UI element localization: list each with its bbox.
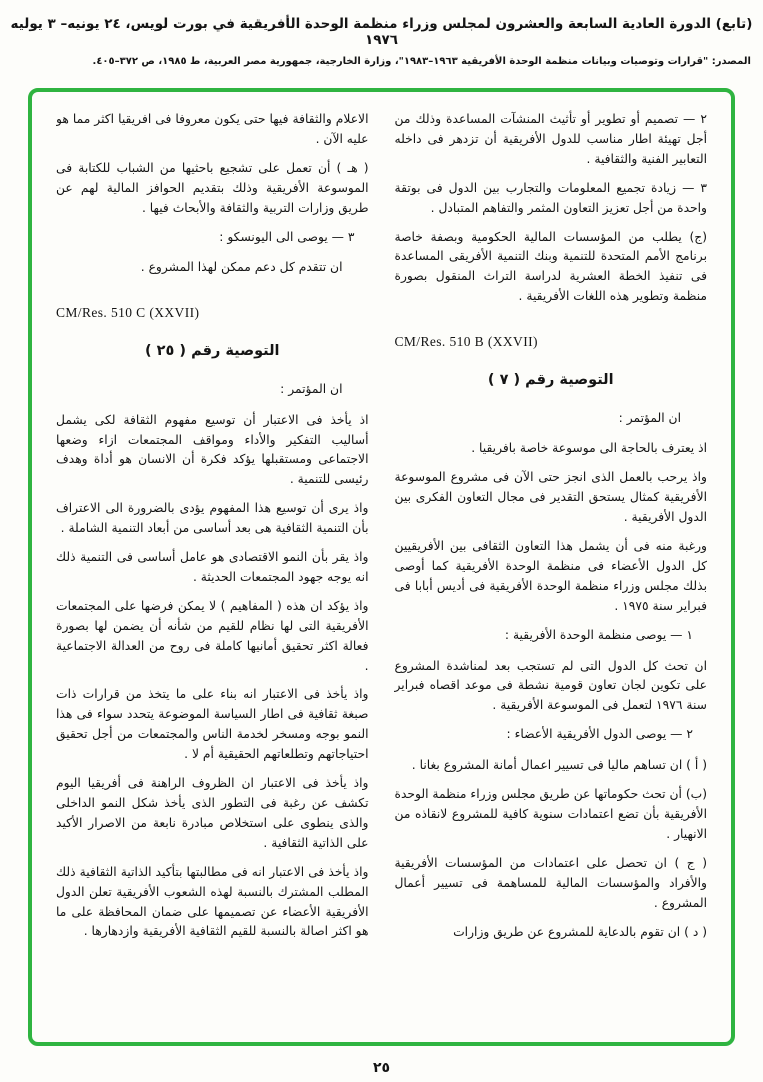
paragraph: ( د ) ان تقوم بالدعاية للمشروع عن طريق وزارات: [453, 924, 707, 939]
paragraph: اذ يعترف بالحاجة الى موسوعة خاصة بافريقيا .: [471, 441, 707, 456]
paragraph: ان تحث كل الدول التى لم تستجب بعد لمناشدة المشروع على تكوين لجان تعاون قومية نشطة فى موعد اقصاه فبراير سنة ١٩٧٦ لتعمل فى الموسوعة الأفريقية .: [394, 658, 707, 713]
numbered-item-heading: ٢ — يوصى الدول الأفريقية الأعضاء :: [506, 727, 693, 742]
left-column: [56, 110, 369, 1030]
two-column-body: [56, 110, 707, 1030]
paragraph: اذ يأخذ فى الاعتبار أن توسيع مفهوم الثقافة لكى يشمل أساليب التفكير والأداء ومواقف المجتمعات ازاء وضعها الاجتماعى ومستقبلها يؤكد فكرة أن الانسان هو أداة وهدف رئيسى للتنمية .: [56, 412, 369, 487]
paragraph: واذ يرحب بالعمل الذى انجز حتى الآن فى مشروع الموسوعة الأفريقية كمثال يستحق التقدير فى مجال التعاون الفكرى بين الدول الأفريقية .: [394, 470, 707, 525]
conference-lead: ان المؤتمر :: [280, 381, 343, 396]
paragraph: ( أ ) ان تساهم ماليا فى تسيير اعمال أمانة المشروع بغانا .: [411, 758, 707, 773]
paragraph: ورغبة منه فى أن يشمل هذا التعاون الثقافى بين الأفريقيين كل الدول الأعضاء فى منظمة الوحدة الأفريقية كما أوصى بذلك مجلس وزراء منظمة الوحدة الأفريقية فى أديس أبابا فى فبراير سنة ١٩٧٥ .: [394, 539, 707, 613]
paragraph: ( هـ ) أن تعمل على تشجيع باحثيها من الشباب للكتابة فى الموسوعة الأفريقية وذلك بتقديم الحوافز المالية لهم عن طريق وزارات التربية والثقافة والأبحاث فيها .: [56, 160, 369, 215]
paragraph: ٢ — تصميم أو تطوير أو تأثيث المنشآت المساعدة وذلك من أجل تهيئة اطار مناسب للدول الأفريقية أن تزدهر فى داخله التعابير الفنية والثقافية .: [394, 112, 707, 166]
resolution-reference: CM/Res. 510 B (XXVII): [394, 334, 538, 350]
resolution-reference: CM/Res. 510 C (XXVII): [56, 305, 200, 321]
paragraph: ان تتقدم كل دعم ممكن لهذا المشروع .: [140, 260, 343, 275]
right-column: [395, 110, 708, 1030]
paragraph: الاعلام والثقافة فيها حتى يكون معروفا فى افريقيا اكثر مما هو عليه الآن .: [56, 112, 369, 146]
paragraph: ( ج ) ان تحصل على اعتمادات من المؤسسات الأفريقية والأفراد والمؤسسات المالية للمساهمة فى تسيير أعمال المشروع .: [394, 855, 707, 910]
paragraph: واذ يأخذ فى الاعتبار ان الظروف الراهنة فى أفريقيا اليوم تكشف عن رغبة فى التطور الذى يأخذ شكل النمو الداخلى والذى ينطوى على استخلاص مبادرة نابعة من الاصرار الأكيد على الذاتية الثقافية .: [56, 776, 369, 850]
paragraph: واذ يؤكد ان هذه ( المفاهيم ) لا يمكن فرضها على المجتمعات الأفريقية التى لها نظام للقيم من شأنه أن يضمن لها بصورة فعالة اكثر تحقيق أمانيها كاملة فى روح من العدالة الاجتماعية .: [56, 598, 369, 673]
page-header: [8, 16, 755, 67]
numbered-item-heading: ١ — يوصى منظمة الوحدة الأفريقية :: [504, 627, 693, 642]
paragraph: (ج) يطلب من المؤسسات المالية الحكومية وبصفة خاصة برنامج الأمم المتحدة للتنمية وبنك التنمية الأفريقى المساعدة فى تنفيذ الخطة العشرية لدراسة التراث المنقول بصورة منظمة وتطوير هذه اللغات الأفريقية .: [394, 229, 707, 304]
paragraph: واذ يأخذ فى الاعتبار انه بناء على ما يتخذ من قرارات ذات صبغة ثقافية فى اطار السياسة الموضوعة يتحدد سواء فى هذا النمو بوجه ومسخر لخدمة الناس والمجتمعات من أجل تحقيق احتياجاتهم وتطلعاتهم الحقيقية أم لا .: [56, 687, 369, 762]
paragraph: واذ يرى أن توسيع هذا المفهوم يؤدى بالضرورة الى الاعتراف بأن التنمية الثقافية هى بعد أساسى من أبعاد التنمية الشاملة .: [56, 501, 369, 536]
recommendation-heading: التوصية رقم ( ٢٥ ): [144, 343, 280, 360]
header-source-line: المصدر: "قرارات وتوصيات وبيانات منظمة الوحدة الأفريقية ١٩٦٣–١٩٨٣"، وزارة الخارجية، جمهورية مصر العربية، ط ١٩٨٥، ص ٣٧٢–٤٠٥.: [92, 56, 751, 67]
paragraph: ٣ — زيادة تجميع المعلومات والتجارب بين الدول فى بوتقة واحدة من أجل تعزيز التعاون المثمر والتفاهم المتبادل .: [394, 180, 707, 215]
recommendation-heading: التوصية رقم ( ٧ ): [487, 372, 614, 389]
scan-frame: [28, 88, 735, 1046]
page-number: ٢٥: [372, 1060, 391, 1076]
paragraph: (ب) أن تحث حكوماتها عن طريق مجلس وزراء منظمة الوحدة الأفريقية بأن تضع اعتمادات سنوية كافية للمشروع لانقاذه من الانهيار .: [394, 787, 707, 841]
conference-lead: ان المؤتمر :: [618, 410, 681, 425]
paragraph: واذ يأخذ فى الاعتبار انه فى مطالبتها بتأكيد الذاتية الثقافية ذلك المطلب المشترك بالنسبة لهذه الشعوب الأفريقية تعلن الدول الأفريقية الأعضاء عن تصميمها على ضمان المحافظة على ما هو اكثر اصالة بالنسبة للقيم الثقافية الأفريقية وازدهارها .: [56, 864, 369, 939]
header-session-title: (تابع) الدورة العادية السابعة والعشرون لمجلس وزراء منظمة الوحدة الأفريقية في بورت لويس، ٢٤ يونيه– ٣ يوليه ١٩٧٦: [10, 16, 753, 48]
numbered-item-heading: ٣ — يوصى الى اليونسكو :: [219, 229, 355, 244]
paragraph: واذ يقر بأن النمو الاقتصادى هو عامل أساسى فى التنمية ذلك انه يوجه جهود المجتمعات الحديثة .: [56, 550, 369, 584]
